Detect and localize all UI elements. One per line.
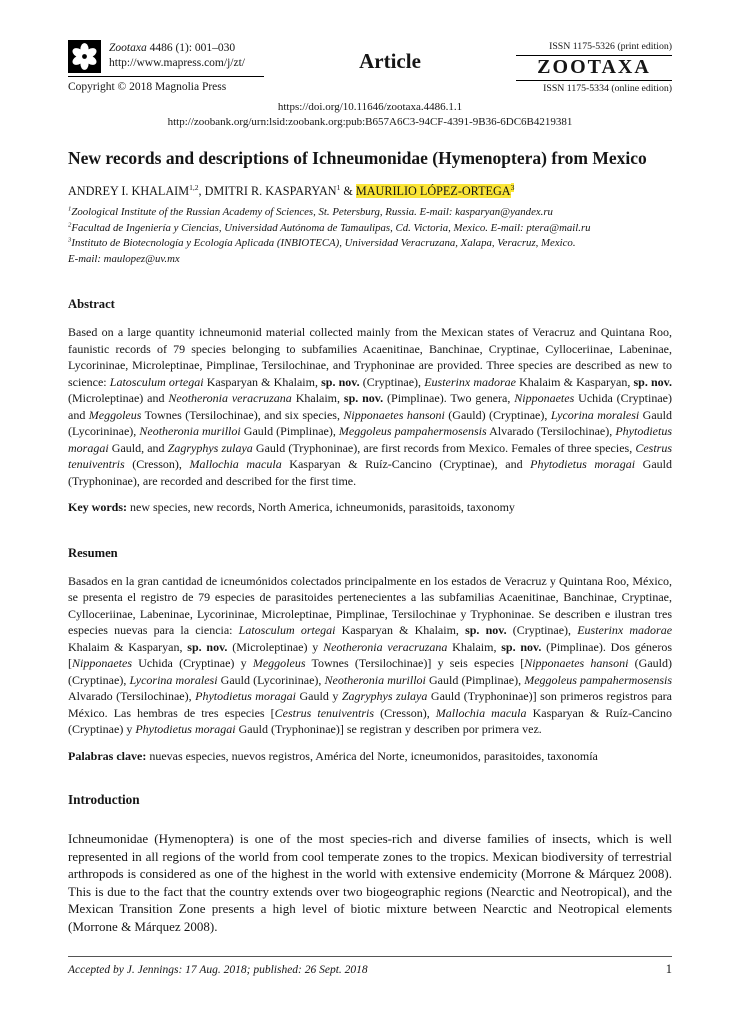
highlighted-text: 3	[510, 182, 515, 192]
text-segment: (Cryptinae),	[359, 374, 425, 389]
text-segment: Gauld (Tryphoninae), are recorded and described for the first time.	[68, 457, 672, 488]
doi-link[interactable]: https://doi.org/10.11646/zootaxa.4486.1.1	[277, 101, 463, 113]
text-segment: Based on a large quantity ichneumonid material collected mainly from the Mexican states of Veracruz and Quintana Roo, faunistic records of 79 species belonging to subfamilies Acaenitinae, Banchinae, Cryptinae, Cylloceriinae, Labeninae, Lycorininae, Microleptinae, Pimplinae, Tersilochinae, and Tryphoninae are provided. Three species are described as new to science:	[68, 325, 672, 389]
text-segment: Ichneumonidae (Hymenoptera) is one of the most species-rich and diverse families of insects, which is well represented in all regions of the world from cool temperate zones to the tropics. Mexican biodiversity of terrestrial arthropods is considered as one of the highest in the world with extensive endemicity (Morrone & Márquez 2008). This is due to the fact that the country extends over two biogeographic regions (Nearctic and Neotropical), and the Mexican Transition Zone presents a high level of biotic mixture between Nearctic and Neotropical elements (Morrone & Márquez 2008).	[68, 831, 672, 934]
text-segment: Eusterinx madorae	[577, 623, 673, 638]
text-segment: Gauld (Pimplinae),	[425, 672, 525, 687]
text-segment: (Pimplinae). Two genera,	[383, 391, 515, 406]
text-segment: Gauld, and	[108, 440, 168, 455]
text-segment: Cestrus tenuiventris	[274, 705, 375, 720]
text-segment: 1	[68, 205, 72, 213]
text-segment: 1,2	[189, 182, 199, 192]
article-type-label: Article	[359, 49, 421, 73]
text-segment: Cestrus tenuiventris	[68, 440, 673, 472]
text-segment: 3	[68, 236, 72, 244]
text-segment: Palabras clave:	[68, 748, 150, 763]
issn-print: ISSN 1175-5326 (print edition)	[549, 41, 672, 52]
text-segment: Gauld (Tryphoninae)] son primeros registros para México. Las hembras de tres especies [	[68, 689, 672, 720]
copyright-notice: Copyright © 2018 Magnolia Press	[68, 81, 227, 93]
text-segment: Nipponaetes	[72, 656, 132, 671]
keywords-line	[68, 499, 672, 516]
text-segment: E-mail: maulopez@uv.mx	[68, 252, 180, 265]
highlighted-text: MAURILIO LÓPEZ-ORTEGA	[355, 184, 511, 198]
text-segment: Khalaim,	[291, 391, 344, 406]
text-segment: Uchida (Cryptinae) y	[132, 656, 253, 671]
text-segment: Lycorina moralesi	[129, 672, 218, 687]
text-segment: , DMITRI R. KASPARYAN	[198, 184, 337, 198]
text-segment: 2	[68, 221, 72, 228]
text-segment: Phytodietus moragai	[530, 457, 636, 472]
page-footer	[68, 956, 672, 977]
text-segment: sp. nov.	[321, 374, 360, 389]
abstract-heading: Abstract	[68, 297, 115, 312]
authors-line	[68, 184, 672, 199]
text-segment: (Cryptinae),	[506, 623, 578, 638]
text-segment: Lycorina moralesi	[550, 407, 640, 422]
masthead-right-block	[516, 40, 672, 95]
text-segment: Meggoleus pampahermosensis	[338, 424, 487, 439]
affiliation-line	[68, 205, 672, 221]
affiliation-line	[68, 252, 672, 268]
text-segment: (Cresson),	[124, 457, 190, 472]
identifier-block	[68, 100, 672, 130]
introduction-heading: Introduction	[68, 792, 140, 808]
abstract-body	[68, 324, 672, 489]
text-segment: Gauld y	[295, 689, 342, 704]
zoobank-link[interactable]: http://zoobank.org/urn:lsid:zoobank.org:pub:B657A6C3-94CF-4391-9B36-6DC6B4219381	[167, 116, 573, 128]
text-segment: Gauld (Tryphoninae)] se registran y describen por primera vez.	[235, 722, 542, 737]
text-segment: (Gauld) (Cryptinae),	[68, 656, 672, 687]
text-segment: Meggoleus pampahermosensis	[524, 672, 672, 687]
text-segment: Khalaim & Kasparyan,	[68, 639, 188, 654]
text-segment: Gauld (Pimplinae),	[240, 424, 339, 439]
introduction-body	[68, 830, 672, 935]
text-segment: nuevas especies, nuevos registros, América del Norte, icneumonidos, parasitoides, taxonomía	[149, 748, 598, 763]
masthead	[68, 40, 672, 95]
text-segment: Latosculum ortegai	[109, 374, 204, 389]
text-segment: Phytodietus moragai	[195, 689, 296, 704]
masthead-left-block	[68, 40, 264, 93]
text-segment: Phytodietus moragai	[135, 722, 236, 737]
resumen-heading: Resumen	[68, 545, 118, 560]
text-segment: Nipponaetes hansoni	[524, 656, 629, 671]
text-segment: 4486 (1): 001–030	[146, 42, 236, 54]
text-segment: 1	[336, 182, 341, 192]
text-segment: sp. nov.	[465, 623, 507, 638]
text-segment: Latosculum ortegai	[238, 623, 336, 638]
text-segment: Meggoleus	[88, 407, 142, 422]
text-segment: Phytodietus moragai	[68, 424, 672, 455]
text-segment: Kasparyan & Khalaim,	[335, 623, 466, 638]
text-segment: &	[340, 184, 356, 198]
text-segment: Townes (Tersilochinae)] y seis especies [	[305, 656, 525, 671]
text-segment: Kasparyan & Ruíz-Cancino (Cryptinae), and	[281, 457, 531, 472]
affiliations-block	[68, 205, 672, 267]
text-segment: Neotheronia veracruzana	[168, 391, 292, 406]
text-segment: (Cresson),	[374, 705, 436, 720]
journal-issue-line	[109, 41, 245, 56]
text-segment: Neotheronia murilloi	[139, 424, 241, 439]
magnolia-press-logo-icon	[68, 40, 101, 73]
masthead-center-block	[264, 40, 516, 74]
text-segment: Mallochia macula	[435, 705, 527, 720]
text-segment: (Microleptinae) and	[68, 391, 169, 406]
text-segment: Zagryphys zulaya	[167, 440, 253, 455]
text-segment: Facultad de Ingeniería y Ciencias, Universidad Autónoma de Tamaulipas, Cd. Victoria, Mexico. E-mail: ptera@mail.ru	[71, 221, 591, 234]
text-segment: Uchida (Cryptinae) and	[68, 391, 672, 422]
palabras-clave-line	[68, 748, 672, 765]
text-segment: Gauld (Tryphoninae), are first records from Mexico. Females of three species,	[252, 440, 636, 455]
text-segment: Alvarado (Tersilochinae),	[68, 689, 196, 704]
text-segment: Nipponaetes hansoni	[343, 407, 445, 422]
text-segment: Alvarado (Tersilochinae),	[486, 424, 616, 439]
text-segment: Neotheronia veracruzana	[323, 639, 448, 654]
text-segment: (Gauld) (Cryptinae),	[444, 407, 551, 422]
page-number: 1	[665, 962, 672, 976]
masthead-rule	[68, 76, 264, 77]
text-segment: Key words:	[68, 500, 130, 515]
text-segment: Meggoleus	[252, 656, 306, 671]
text-segment: (Pimplinae). Dos géneros [	[68, 639, 673, 671]
text-segment: Basados en la gran cantidad de icneumónidos colectados principalmente en los estados de Veracruz y Quintana Roo, México, se presenta el registro de 79 especies de parasitoides pertenecientes a las subfamilias Acaenitinae, Banchinae, Cryptinae, Cylloceriinae, Labeninae, Lycorininae, Microleptinae, Pimplinae, Tersilochinae y Tryphoninae. Se describen e ilustran tres especies nuevas para la ciencia:	[68, 573, 672, 638]
acceptance-note: Accepted by J. Jennings: 17 Aug. 2018; published: 26 Sept. 2018	[68, 964, 368, 976]
text-segment: new species, new records, North America, ichneumonids, parasitoids, taxonomy	[130, 500, 515, 515]
text-segment: Instituto de Biotecnología y Ecología Aplicada (INBIOTECA), Universidad Veracruzana, Xalapa, Veracruz, Mexico.	[71, 237, 576, 250]
article-title: New records and descriptions of Ichneumonidae (Hymenoptera) from Mexico	[68, 148, 647, 168]
text-segment: (Microleptinae) y	[227, 639, 324, 654]
text-segment: Mallochia macula	[189, 457, 282, 472]
text-segment: sp. nov.	[501, 639, 542, 654]
text-segment: Gauld (Lycorininae),	[217, 672, 325, 687]
text-segment: ANDREY I. KHALAIM	[68, 184, 190, 198]
text-segment: Kasparyan & Khalaim,	[203, 374, 322, 389]
journal-name: ZOOTAXA	[516, 55, 672, 81]
text-segment: Eusterinx madorae	[424, 374, 516, 389]
affiliation-line	[68, 236, 672, 252]
text-segment: Kasparyan & Ruíz-Cancino (Cryptinae) y	[68, 705, 672, 737]
affiliation-line	[68, 221, 672, 237]
text-segment: Zootaxa	[109, 42, 147, 54]
text-segment: Zoological Institute of the Russian Academy of Sciences, St. Petersburg, Russia. E-mail: kasparyan@yandex.ru	[71, 206, 553, 218]
text-segment: Khalaim,	[447, 639, 502, 654]
text-segment: Zagryphys zulaya	[341, 689, 428, 704]
issn-online: ISSN 1175-5334 (online edition)	[543, 83, 672, 94]
text-segment: sp. nov.	[187, 639, 228, 654]
text-segment: Gauld (Lycorininae),	[68, 407, 672, 439]
text-segment: sp. nov.	[343, 391, 384, 406]
text-segment: Townes (Tersilochinae), and six species,	[141, 407, 344, 422]
journal-site-url[interactable]: http://www.mapress.com/j/zt/	[109, 57, 245, 69]
text-segment: Khalaim & Kasparyan,	[516, 374, 634, 389]
text-segment: sp. nov.	[633, 374, 673, 389]
resumen-body	[68, 573, 672, 738]
text-segment: Nipponaetes	[514, 391, 575, 406]
text-segment: Neotheronia murilloi	[324, 672, 426, 687]
